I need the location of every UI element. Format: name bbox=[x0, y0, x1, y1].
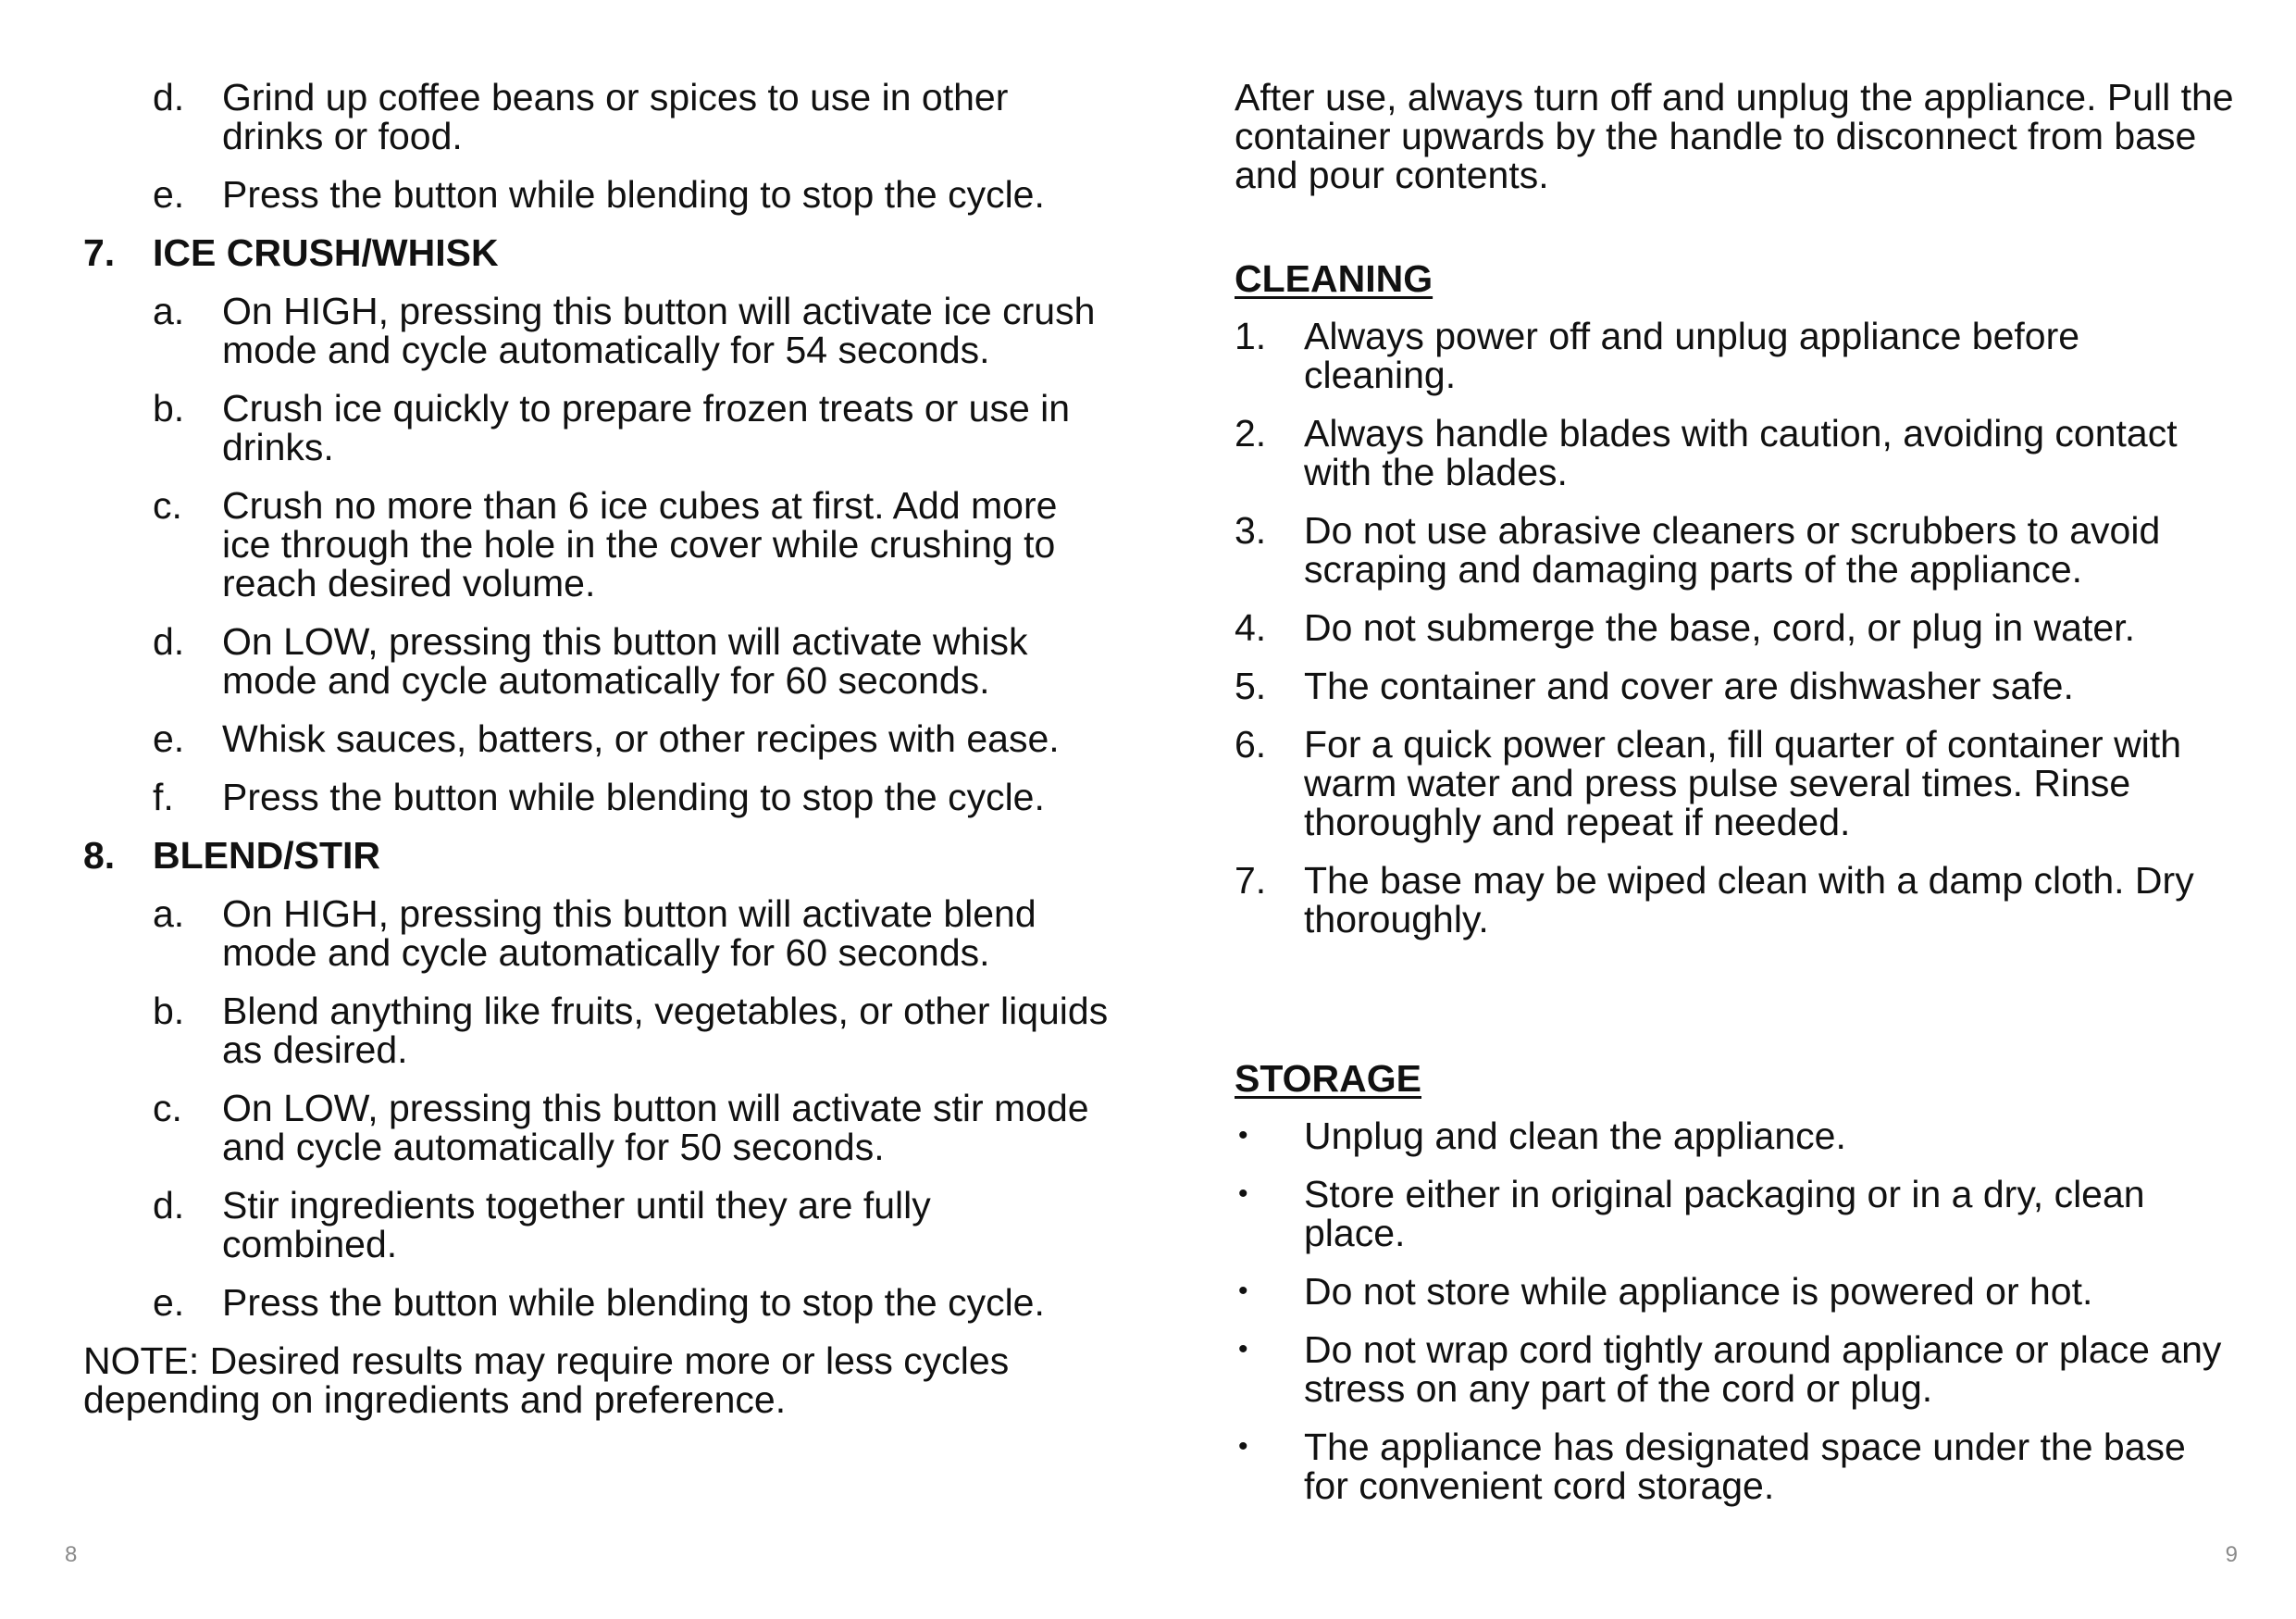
list-item-text: On LOW, pressing this button will activate stir mode and cycle automatically for 50 seconds. bbox=[222, 1087, 1089, 1168]
list-item bbox=[83, 719, 1111, 758]
list-item bbox=[83, 389, 1111, 467]
list-item bbox=[83, 894, 1111, 972]
bullet-marker: • bbox=[1238, 1178, 1248, 1209]
bullet-marker: • bbox=[1238, 1334, 1248, 1364]
list-marker: 7. bbox=[1235, 859, 1267, 902]
list-item bbox=[83, 778, 1111, 816]
list-item bbox=[83, 292, 1111, 369]
bullet-marker: • bbox=[1238, 1120, 1248, 1151]
list-item-text: Do not submerge the base, cord, or plug in water. bbox=[1304, 606, 2135, 649]
list-marker: d. bbox=[153, 76, 185, 118]
list-item-text: Unplug and clean the appliance. bbox=[1304, 1115, 1846, 1157]
list-marker: a. bbox=[153, 892, 185, 935]
list-item-text: Always power off and unplug appliance before cleaning. bbox=[1304, 315, 2080, 396]
list-item-text: The appliance has designated space under the base for convenient cord storage. bbox=[1304, 1426, 2186, 1507]
list-item bbox=[83, 486, 1111, 603]
list-item bbox=[83, 1089, 1111, 1166]
list-item bbox=[1235, 861, 2234, 939]
list-item bbox=[1235, 1272, 2234, 1311]
list-item bbox=[83, 991, 1111, 1069]
list-marker: b. bbox=[153, 387, 185, 430]
list-item-text: The base may be wiped clean with a damp cloth. Dry thoroughly. bbox=[1304, 859, 2194, 940]
list-item-text: The container and cover are dishwasher safe. bbox=[1304, 665, 2074, 707]
list-item bbox=[83, 1283, 1111, 1322]
list-item-text: Stir ingredients together until they are fully combined. bbox=[222, 1184, 931, 1265]
list-marker: d. bbox=[153, 1184, 185, 1227]
list-item-text: On LOW, pressing this button will activate whisk mode and cycle automatically for 60 seconds. bbox=[222, 620, 1028, 702]
list-item-text: Blend anything like fruits, vegetables, or other liquids as desired. bbox=[222, 990, 1109, 1071]
list-item bbox=[1235, 1116, 2234, 1155]
list-marker: 1. bbox=[1235, 315, 1267, 357]
section-number: 8. bbox=[83, 834, 116, 877]
list-marker: c. bbox=[153, 484, 182, 527]
section-title: ICE CRUSH/WHISK bbox=[153, 231, 499, 274]
list-item-text: Always handle blades with caution, avoiding contact with the blades. bbox=[1304, 412, 2178, 493]
list-item-text: On HIGH, pressing this button will activate blend mode and cycle automatically for 60 seconds. bbox=[222, 892, 1036, 974]
list-item-text: Store either in original packaging or in a dry, clean place. bbox=[1304, 1173, 2145, 1254]
list-item bbox=[83, 622, 1111, 700]
list-item bbox=[83, 175, 1111, 214]
bullet-marker: • bbox=[1238, 1276, 1248, 1306]
list-marker: 4. bbox=[1235, 606, 1267, 649]
list-item-text: Press the button while blending to stop the cycle. bbox=[222, 776, 1045, 818]
list-item-text: Grind up coffee beans or spices to use in other drinks or food. bbox=[222, 76, 1009, 157]
bullet-marker: • bbox=[1238, 1431, 1248, 1462]
list-item-text: Do not use abrasive cleaners or scrubbers to avoid scraping and damaging parts of the appliance. bbox=[1304, 509, 2161, 591]
list-marker: b. bbox=[153, 990, 185, 1032]
list-item bbox=[83, 78, 1111, 156]
intro-paragraph: After use, always turn off and unplug the appliance. Pull the container upwards by the handle to disconnect from base and pour contents. bbox=[1235, 76, 2234, 196]
list-item bbox=[1235, 1427, 2234, 1505]
right-page bbox=[1235, 78, 2234, 1525]
list-item-text: Press the button while blending to stop the cycle. bbox=[222, 1281, 1045, 1324]
list-marker: 3. bbox=[1235, 509, 1267, 552]
list-item bbox=[1235, 666, 2234, 705]
cleaning-heading: CLEANING bbox=[1235, 257, 1433, 300]
list-marker: 6. bbox=[1235, 723, 1267, 766]
list-item bbox=[1235, 725, 2234, 841]
list-marker: c. bbox=[153, 1087, 182, 1129]
section-title: BLEND/STIR bbox=[153, 834, 380, 877]
list-item-text: Crush ice quickly to prepare frozen treats or use in drinks. bbox=[222, 387, 1071, 468]
list-marker: 5. bbox=[1235, 665, 1267, 707]
note-paragraph: NOTE: Desired results may require more or less cycles depending on ingredients and preference. bbox=[83, 1339, 1010, 1421]
section-number: 7. bbox=[83, 231, 116, 274]
list-item-text: Do not store while appliance is powered or hot. bbox=[1304, 1270, 2093, 1313]
section-heading-blend-stir bbox=[83, 836, 1111, 875]
list-marker: e. bbox=[153, 1281, 185, 1324]
list-item bbox=[1235, 608, 2234, 647]
storage-heading: STORAGE bbox=[1235, 1057, 1421, 1100]
section-heading-ice-crush-whisk bbox=[83, 233, 1111, 272]
list-marker: 2. bbox=[1235, 412, 1267, 455]
list-item-text: Crush no more than 6 ice cubes at first. Add more ice through the hole in the cover while crushing to reach desired volume. bbox=[222, 484, 1058, 604]
list-marker: e. bbox=[153, 173, 185, 216]
list-item bbox=[1235, 1175, 2234, 1252]
list-item bbox=[1235, 317, 2234, 394]
left-page bbox=[83, 78, 1111, 1438]
list-item bbox=[1235, 414, 2234, 492]
page-number-right: 9 bbox=[2225, 1542, 2238, 1567]
list-item bbox=[1235, 511, 2234, 589]
list-item bbox=[1235, 1330, 2234, 1408]
list-item-text: On HIGH, pressing this button will activate ice crush mode and cycle automatically for 54 seconds. bbox=[222, 290, 1096, 371]
list-item-text: Do not wrap cord tightly around appliance or place any stress on any part of the cord or plug. bbox=[1304, 1328, 2222, 1410]
list-marker: e. bbox=[153, 717, 185, 760]
page-number-left: 8 bbox=[65, 1542, 78, 1567]
list-item bbox=[83, 1186, 1111, 1264]
list-item-text: Whisk sauces, batters, or other recipes with ease. bbox=[222, 717, 1060, 760]
list-item-text: For a quick power clean, fill quarter of container with warm water and press pulse several times. Rinse thoroughly and repeat if needed. bbox=[1304, 723, 2182, 843]
list-marker: a. bbox=[153, 290, 185, 332]
list-marker: d. bbox=[153, 620, 185, 663]
list-marker: f. bbox=[153, 776, 174, 818]
list-item-text: Press the button while blending to stop the cycle. bbox=[222, 173, 1045, 216]
